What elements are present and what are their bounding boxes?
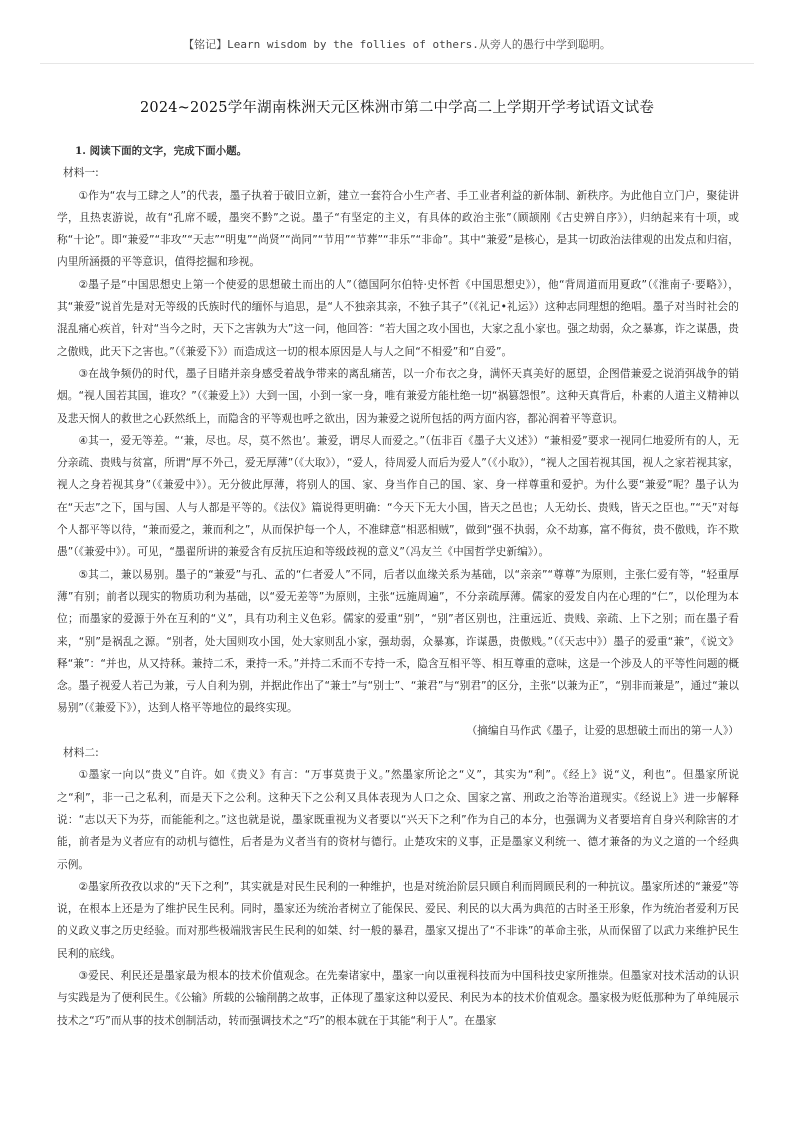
material-2-label: 材料二:: [63, 746, 99, 760]
material-1-label: 材料一:: [63, 166, 99, 180]
material-2-paragraph: ②墨家所孜孜以求的“天下之利”，其实就是对民生民利的一种维护，也是对统治阶层只顾自利而罔顾民利的一种抗议。墨家所述的“兼爱”等说，在根本上还是为了维护民生民利。同时，墨家还为统治者树立了能保民、爱民、利民的以大禹为典范的古时圣王形象，作为统治者爱利万民的义政义事之历史经验。而对那些极端戕害民生民利的如桀、纣一般的暴君，墨家又提出了“不非诛”的革命主张，从而保留了以武力来维护民生民利的底线。: [57, 879, 739, 960]
material-1-paragraph: ③在战争频仍的时代，墨子目睹并亲身感受着战争带来的离乱痛苦，以一介布衣之身，满怀天真美好的愿望，企图借兼爱之说消弭战争的销烟。“视人国若其国，谁攻？”（《兼爱上》）大到一国，小到一家一身，唯有兼爱方能杜绝一切“祸篡怨恨”。这种天真背后，朴素的人道主义精神以及悲天悯人的救世之心跃然纸上，而隐含的平等观也呼之欲出，因为兼爱之说所包括的两方面内容，都沁润着平等意识。: [57, 366, 739, 425]
document-body: [57, 140, 739, 1032]
question-heading: 1. 阅读下面的文字，完成下面小题。: [75, 145, 248, 157]
material-1-paragraph: ④其一，爱无等差。“‘兼，尽也。尽，莫不然也’。兼爱，谓尽人而爱之。”（伍非百《墨子大义述》）“兼相爱”要求一视同仁地爱所有的人，无分亲疏、贵贱与贫富，所谓“厚不外己，爱无厚薄”（《大取》），“爱人，待周爱人而后为爱人”（《小取》），“视人之国若视其国，视人之家若视其家，视人之身若视其身”（《兼爱中》）。无分彼此厚薄，将别人的国、家、身当作自己的国、家、身一样尊重和爱护。为什么要“兼爱”呢？墨子认为在“天志”之下，国与国、人与人都是平等的。《法仪》篇说得更明确：“今天下无大小国，皆天之邑也；人无幼长、贵贱，皆天之臣也。”“天”对每个人都平等以待，“兼而爱之，兼而利之”，从而保护每一个人，不准肆意“相恶相贼”，做到“强不执弱，众不劫寡，富不侮贫，贵不傲贱，诈不欺愚”（《兼爱中》）。可见，“墨翟所讲的兼爱含有反抗压迫和等级歧视的意义”（冯友兰《中国哲学史新编》）。: [57, 433, 739, 559]
material-1-paragraph: ⑤其二，兼以易别。墨子的“兼爱”与孔、孟的“仁者爱人”不同，后者以血缘关系为基础，以“亲亲”“尊尊”为原则，主张仁爱有等，“轻重厚薄”有别；前者以现实的物质功利为基础，以“爱无差等”为原则，主张“远施周遍”，不分亲疏厚薄。儒家的爱发自内在心理的“仁”，以伦理为本位；而墨家的爱源于外在互利的“义”，具有功利主义色彩。儒家的爱重“别”，“别”者区别也，注重远近、贵贱、亲疏、上下之别；而在墨子看来，“别”是祸乱之源。“别者，处大国则攻小国，处大家则乱小家，强劫弱，众暴寡，诈谋愚，贵傲贱。”（《天志中》）墨子的爱重“兼”，《说文》释“兼”：“并也，从又持秝。兼持二禾，秉持一禾。”并持二禾而不专持一禾，隐含互相平等、相互尊重的意味，这是一个涉及人的平等性问题的概念。墨子视爱人若己为兼，亏人自利为别，并据此作出了“兼士”与“别士”、“兼君”与“别君”的区分，主张“以兼为正”，“别非而兼是”，通过“兼以易别”（《兼爱下》），达到人格平等地位的最终实现。: [57, 567, 739, 715]
material-2-paragraph: ①墨家一向以“贵义”自许。如《贵义》有言：“万事莫贵于义。”然墨家所论之“义”，其实为“利”。《经上》说“义，利也”。但墨家所说之“利”，非一己之私利，而是天下之公利。这种天下之公利又具体表现为人口之众、国家之富、刑政之治等治道现实。《经说上》进一步解释说：“志以天下为芬，而能能利之。”这也就是说，墨家既重视为义者要以“兴天下之利”作为自己的本分，也强调为义者要培育自身兴利除害的才能，前者是为义者应有的动机与德性，后者是为义者当有的资材与德行。止楚攻宋的义事，正是墨家义利统一、德才兼备的为义之道的一个经典示例。: [57, 768, 739, 871]
material-1-paragraph: ②墨子是“中国思想史上第一个使爱的思想破土而出的人”（德国阿尔伯特·史怀哲《中国思想史》），他“背周道而用夏政”（《淮南子·要略》），其“兼爱”说首先是对无等级的氏族时代的缅怀与追思，是“人不独亲其亲，不独子其子”（《礼记•礼运》）这种志同理想的绝唱。墨子对当时社会的混乱痛心疾首，针对“当今之时，天下之害孰为大”这一问，他回答：“若大国之攻小国也，大家之乱小家也。强之劫弱，众之暴寡，诈之谋愚，贵之傲贱，此天下之害也。”（《兼爱下》）而造成这一切的根本原因是人与人之间“不相爱”和“自爱”。: [57, 277, 739, 358]
exam-title: 2024~2025学年湖南株洲天元区株洲市第二中学高二上学期开学考试语文试卷: [139, 100, 655, 116]
page-header-motto: 【铭记】Learn wisdom by the follies of others.从旁人的愚行中学到聪明。: [183, 38, 611, 51]
material-1-paragraph: ①作为“农与工肆之人”的代表，墨子执着于破旧立新，建立一套符合小生产者、手工业者利益的新体制、新秩序。为此他自立门户，聚徒讲学，且热衷游说，故有“孔席不暖，墨突不黔”之说。墨子“有坚定的主义，有具体的政治主张”（顾颉刚《古史辨自序》），归纳起来有十项，或称“十论”。即“兼爱”“非攻”“天志”“明鬼”“尚贤”“尚同”“节用”“节葬”“非乐”“非命”。其中“兼爱”是核心，是其一切政治法律观的出发点和归宿，内里所涵摄的平等意识，值得挖掘和珍视。: [57, 188, 739, 269]
material-2-paragraph: ③爱民、利民还是墨家最为根本的技术价值观念。在先秦诸家中，墨家一向以重视科技而为中国科技史家所推崇。但墨家对技术活动的认识与实践是为了便利民生。《公输》所载的公输削鹊之故事，正体现了墨家这种以爱民、利民为本的技术价值观念。墨家极为贬低那种为了单纯展示技术之“巧”而从事的技术创制活动，转而强调技术之“巧”的根本就在于其能“利于人”。在墨家: [57, 968, 739, 1027]
header-divider: [40, 63, 754, 64]
material-1-source: （摘编自马作武《墨子，让爱的思想破土而出的第一人》）: [466, 723, 739, 737]
